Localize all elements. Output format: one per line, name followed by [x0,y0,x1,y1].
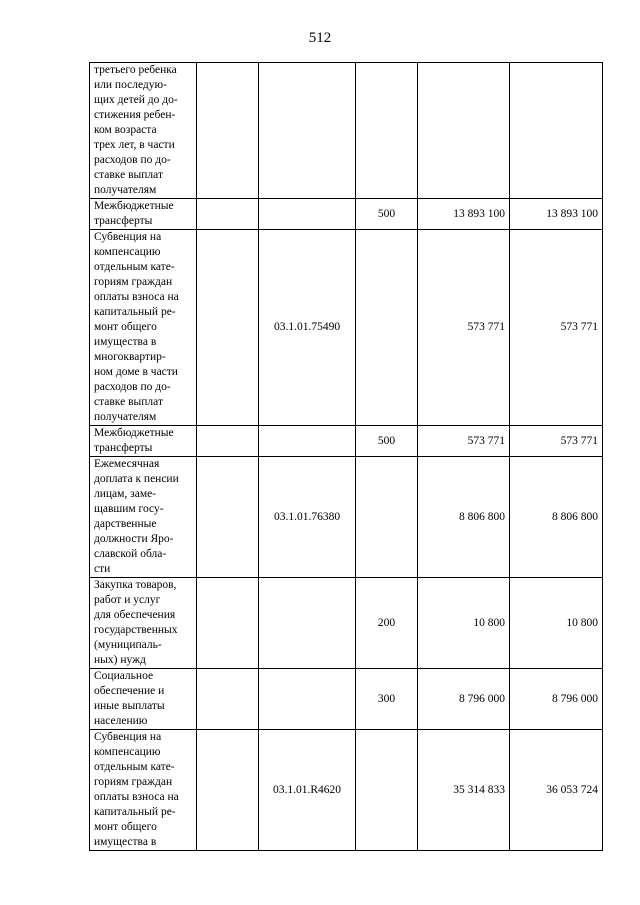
table-row [90,199,603,230]
table-row [90,730,603,851]
table-row [90,63,603,199]
target-code-cell: 03.1.01.R4620 [259,730,356,851]
target-code-cell: 03.1.01.76380 [259,457,356,578]
target-code-cell [259,63,356,199]
amount-year2-cell: 8 806 800 [510,457,603,578]
expense-type-cell: 500 [356,199,418,230]
amount-year2-cell: 13 893 100 [510,199,603,230]
amount-year2-cell: 573 771 [510,230,603,426]
table-row [90,457,603,578]
item-name-cell: Межбюджетные трансферты [90,426,197,457]
expense-type-cell [356,457,418,578]
item-name-cell: Субвенция на компенсацию отдельным кате- гориям граждан оплаты взноса на капитальный ре- монт общего имущества в многоквартир- ном доме в части расходов по до- ставке выплат получателям [90,230,197,426]
amount-year1-cell: 13 893 100 [418,199,510,230]
table-row [90,669,603,730]
amount-year1-cell: 8 806 800 [418,457,510,578]
expense-type-cell [356,730,418,851]
item-name-cell: Социальное обеспечение и иные выплаты населению [90,669,197,730]
expense-type-cell: 300 [356,669,418,730]
empty-cell [197,426,259,457]
amount-year1-cell [418,63,510,199]
amount-year1-cell: 35 314 833 [418,730,510,851]
expense-type-cell [356,63,418,199]
expense-type-cell: 200 [356,578,418,669]
item-name-cell: Ежемесячная доплата к пенсии лицам, заме- щавшим госу- дарственные должности Яро- славской обла- сти [90,457,197,578]
amount-year1-cell: 573 771 [418,230,510,426]
page-number: 512 [308,30,332,46]
amount-year2-cell [510,63,603,199]
item-name-cell: Межбюджетные трансферты [90,199,197,230]
item-name-cell: Закупка товаров, работ и услуг для обеспечения государственных (муниципаль- ных) нужд [90,578,197,669]
amount-year1-cell: 10 800 [418,578,510,669]
expense-type-cell [356,230,418,426]
target-code-cell [259,669,356,730]
target-code-cell [259,426,356,457]
empty-cell [197,457,259,578]
empty-cell [197,730,259,851]
amount-year2-cell: 10 800 [510,578,603,669]
target-code-cell: 03.1.01.75490 [259,230,356,426]
expense-type-cell: 500 [356,426,418,457]
item-name-cell: третьего ребенка или последую- щих детей до до- стижения ребен- ком возраста трех лет, в части расходов по до- ставке выплат получателям [90,63,197,199]
table-row [90,426,603,457]
empty-cell [197,230,259,426]
target-code-cell [259,199,356,230]
empty-cell [197,63,259,199]
empty-cell [197,578,259,669]
table-row [90,230,603,426]
empty-cell [197,199,259,230]
amount-year2-cell: 8 796 000 [510,669,603,730]
table-row [90,578,603,669]
amount-year2-cell: 573 771 [510,426,603,457]
item-name-cell: Субвенция на компенсацию отдельным кате- гориям граждан оплаты взноса на капитальный ре- монт общего имущества в [90,730,197,851]
amount-year2-cell: 36 053 724 [510,730,603,851]
target-code-cell [259,578,356,669]
budget-table [89,62,603,851]
amount-year1-cell: 573 771 [418,426,510,457]
empty-cell [197,669,259,730]
amount-year1-cell: 8 796 000 [418,669,510,730]
